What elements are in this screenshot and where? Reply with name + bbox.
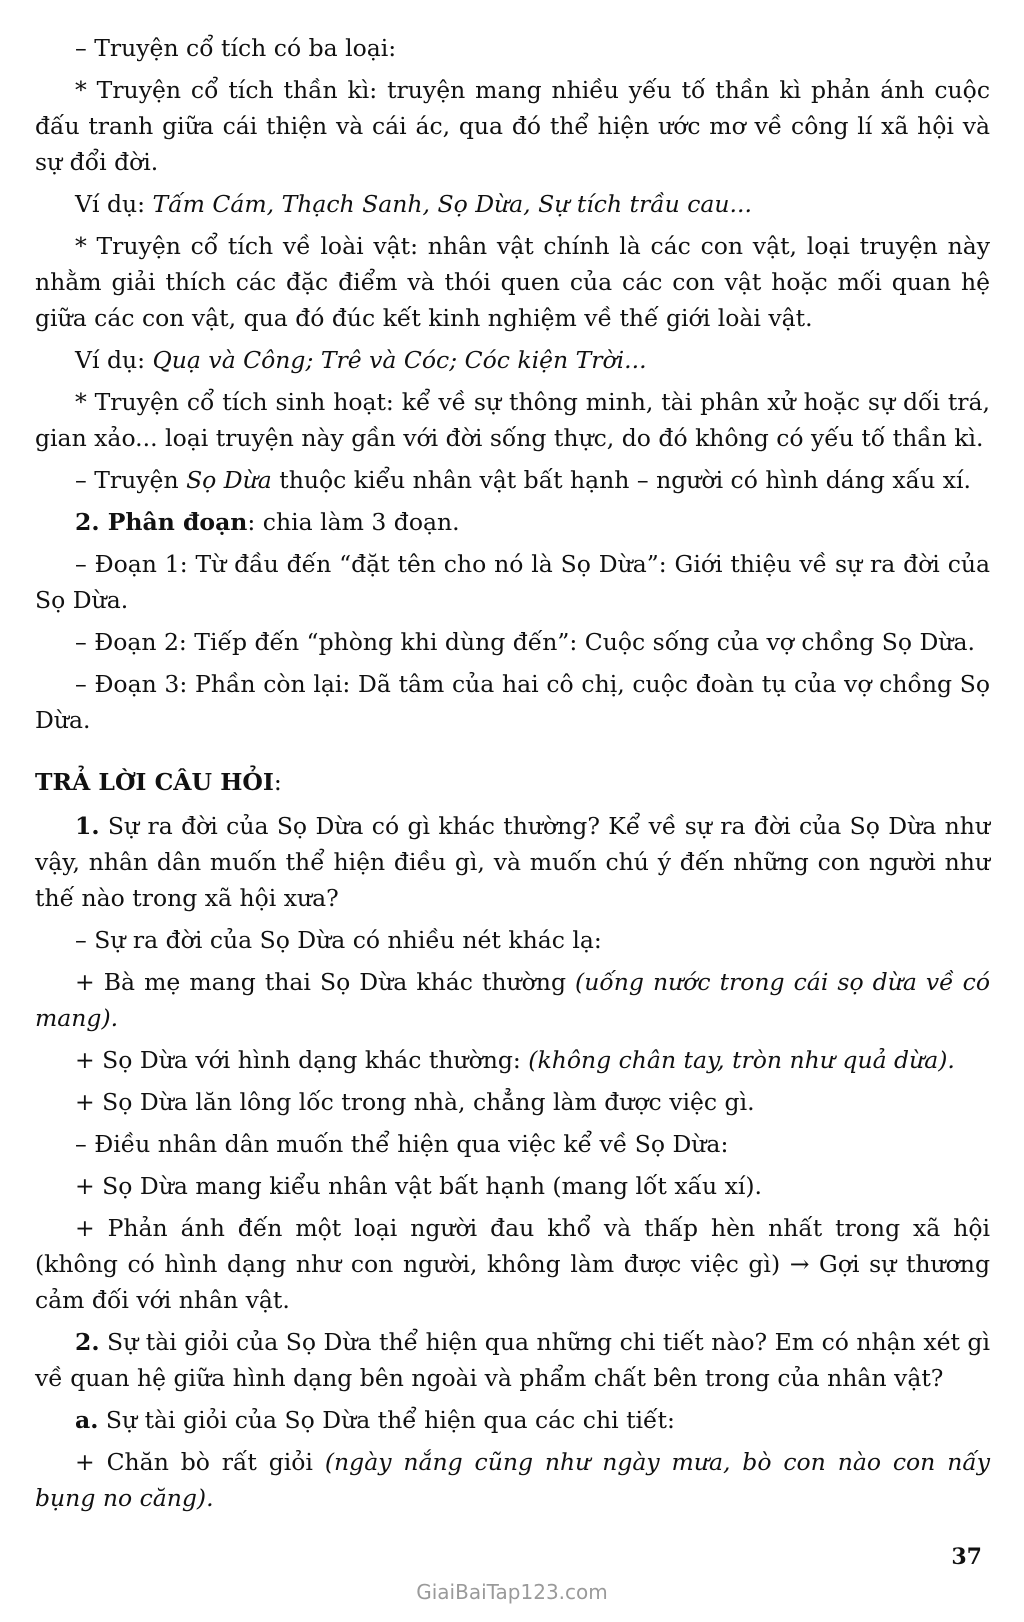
question-2: 2. Sự tài giỏi của Sọ Dừa thể hiện qua những chi tiết nào? Em có nhận xét gì về quan hệ giữa hình dạng bên ngoài và phẩm chất bên trong của nhân vật? <box>35 1328 990 1392</box>
paragraph: * Truyện cổ tích về loài vật: nhân vật chính là các con vật, loại truyện này nhằm giải thích các đặc điểm và thói quen của các con vật hoặc mối quan hệ giữa các con vật, qua đó đúc kết kinh nghiệm về thế giới loài vật. <box>35 232 990 332</box>
paragraph: – Truyện Sọ Dừa thuộc kiểu nhân vật bất hạnh – người có hình dáng xấu xí. <box>75 466 971 494</box>
paragraph: Ví dụ: Tấm Cám, Thạch Sanh, Sọ Dừa, Sự tích trầu cau... <box>75 190 752 218</box>
page-number: 37 <box>951 1544 982 1570</box>
paragraph: – Truyện cổ tích có ba loại: <box>75 34 397 62</box>
section-heading-phan-doan: 2. Phân đoạn: chia làm 3 đoạn. <box>75 508 460 536</box>
paragraph: a. Sự tài giỏi của Sọ Dừa thể hiện qua các chi tiết: <box>75 1406 675 1434</box>
page-content <box>35 30 990 1522</box>
paragraph: – Đoạn 3: Phần còn lại: Dã tâm của hai cô chị, cuộc đoàn tụ của vợ chồng Sọ Dừa. <box>35 670 990 734</box>
paragraph: + Sọ Dừa với hình dạng khác thường: (không chân tay, tròn như quả dừa). <box>75 1046 955 1074</box>
paragraph: – Sự ra đời của Sọ Dừa có nhiều nét khác lạ: <box>75 926 602 954</box>
paragraph: * Truyện cổ tích thần kì: truyện mang nhiều yếu tố thần kì phản ánh cuộc đấu tranh giữa cái thiện và cái ác, qua đó thể hiện ước mơ về công lí xã hội và sự đổi đời. <box>35 76 990 176</box>
watermark: GiaiBaiTap123.com <box>416 1580 608 1604</box>
paragraph: – Đoạn 2: Tiếp đến “phòng khi dùng đến”: Cuộc sống của vợ chồng Sọ Dừa. <box>75 628 975 656</box>
section-heading-tra-loi: TRẢ LỜI CÂU HỎI: <box>35 768 282 796</box>
paragraph: * Truyện cổ tích sinh hoạt: kể về sự thông minh, tài phân xử hoặc sự dối trá, gian xảo... loại truyện này gần với đời sống thực, do đó không có yếu tố thần kì. <box>35 388 990 452</box>
paragraph: + Phản ánh đến một loại người đau khổ và thấp hèn nhất trong xã hội (không có hình dạng như con người, không làm được việc gì) → Gợi sự thương cảm đối với nhân vật. <box>35 1214 990 1314</box>
paragraph: + Sọ Dừa mang kiểu nhân vật bất hạnh (mang lốt xấu xí). <box>75 1172 763 1200</box>
paragraph: Ví dụ: Quạ và Công; Trê và Cóc; Cóc kiện Trời... <box>75 346 647 374</box>
paragraph: + Chăn bò rất giỏi (ngày nắng cũng như ngày mưa, bò con nào con nấy bụng no căng). <box>35 1448 991 1512</box>
paragraph: – Điều nhân dân muốn thể hiện qua việc kể về Sọ Dừa: <box>75 1130 729 1158</box>
question-1: 1. Sự ra đời của Sọ Dừa có gì khác thường? Kể về sự ra đời của Sọ Dừa như vậy, nhân dân muốn thể hiện điều gì, và muốn chú ý đến những con người như thế nào trong xã hội xưa? <box>35 812 990 912</box>
paragraph: – Đoạn 1: Từ đầu đến “đặt tên cho nó là Sọ Dừa”: Giới thiệu về sự ra đời của Sọ Dừa. <box>35 550 990 614</box>
paragraph: + Bà mẹ mang thai Sọ Dừa khác thường (uống nước trong cái sọ dừa về có mang). <box>35 968 990 1032</box>
paragraph: + Sọ Dừa lăn lông lốc trong nhà, chẳng làm được việc gì. <box>75 1088 755 1116</box>
